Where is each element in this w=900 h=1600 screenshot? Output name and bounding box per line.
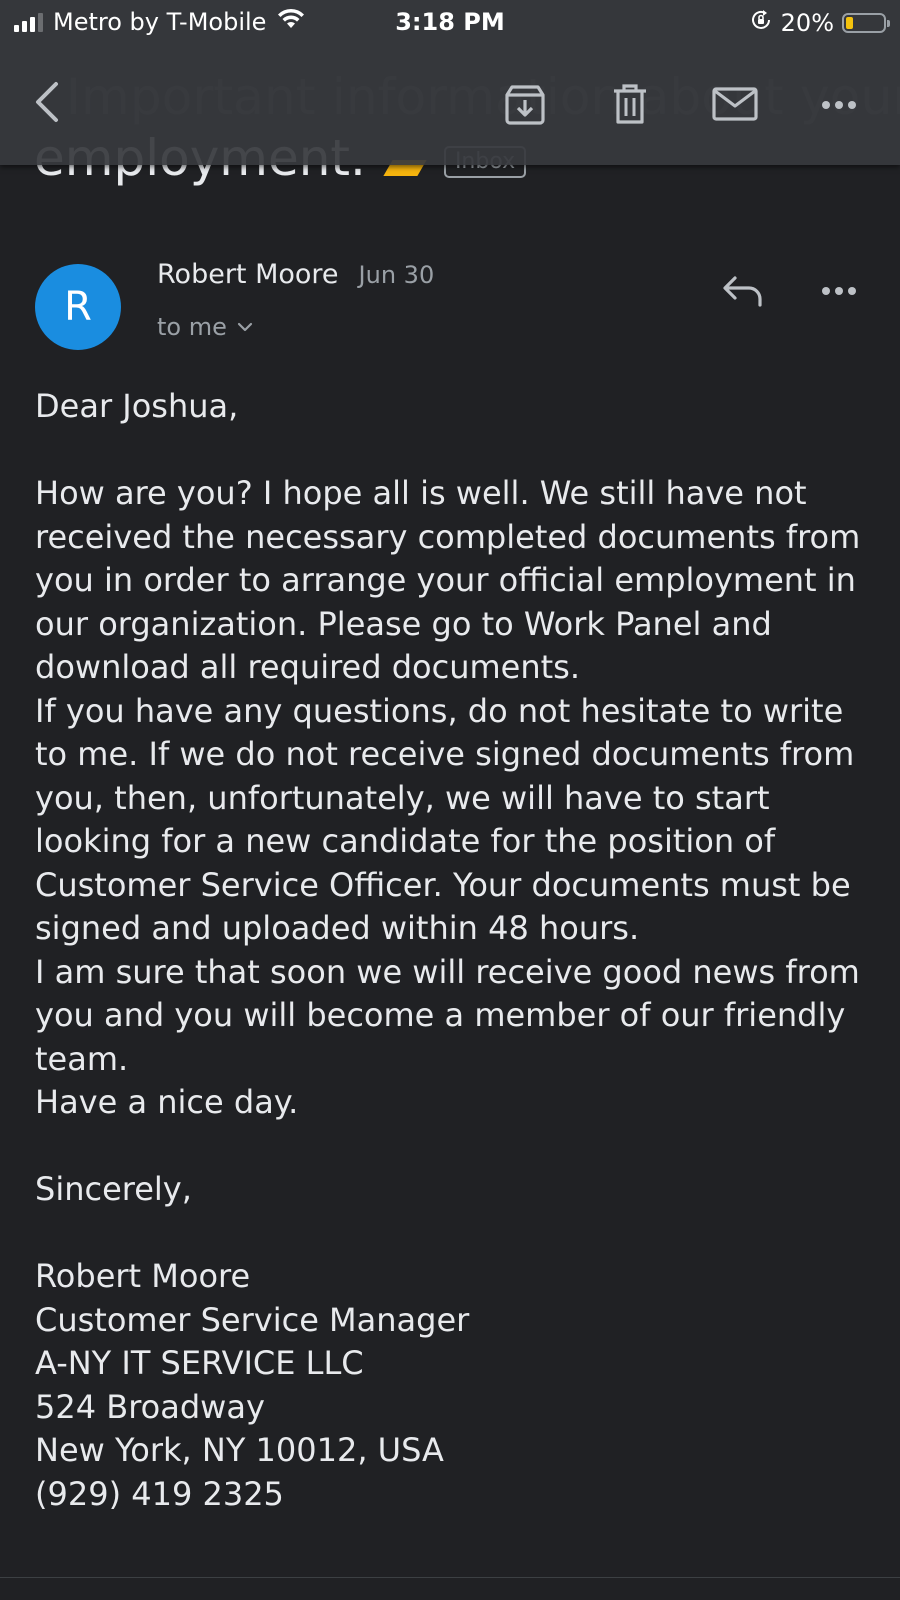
message-body (35, 385, 865, 1516)
sender-line (157, 259, 434, 290)
archive-button[interactable] (501, 80, 549, 128)
signature-line: Robert Moore (35, 1257, 251, 1295)
body-line: our organization. Please go to Work Panel and (35, 604, 772, 643)
sender-avatar[interactable]: R (35, 264, 121, 350)
body-line: looking for a new candidate for the position of (35, 822, 776, 860)
status-time: 3:18 PM (395, 8, 505, 36)
trash-icon (612, 83, 648, 125)
chevron-down-icon (237, 322, 253, 332)
back-button[interactable] (22, 76, 72, 128)
delete-button[interactable] (608, 80, 652, 128)
closing: Sincerely, (35, 1170, 192, 1208)
body-line: team. (35, 1039, 129, 1078)
greeting: Dear Joshua, (35, 387, 239, 425)
more-icon (821, 100, 857, 110)
sender-name[interactable]: Robert Moore (157, 259, 339, 290)
body-paragraphs (35, 472, 865, 1125)
body-line: received the necessary completed documents from (35, 517, 861, 556)
signature-line: Customer Service Manager (35, 1300, 470, 1339)
battery-icon (842, 13, 886, 33)
recipient-label: to me (157, 313, 227, 341)
mark-unread-button[interactable] (710, 82, 760, 126)
battery-percent: 20% (780, 9, 834, 37)
recipient-details-toggle[interactable] (157, 313, 253, 341)
more-icon (821, 286, 857, 296)
body-line: I am sure that soon we will receive good news from (35, 952, 860, 991)
back-arrow-icon (32, 80, 62, 124)
body-line: you, then, unfortunately, we will have to start (35, 778, 770, 817)
body-line: you and you will become a member of our friendly (35, 996, 846, 1034)
top-toolbar (0, 0, 900, 165)
signature-line: A-NY IT SERVICE LLC (35, 1344, 364, 1382)
archive-icon (505, 83, 545, 125)
body-line: to me. If we do not receive signed documents from (35, 735, 855, 773)
status-right (749, 8, 886, 38)
signature-block (35, 1255, 865, 1516)
body-line: download all required documents. (35, 648, 581, 686)
body-line: How are you? I hope all is well. We still have not (35, 474, 807, 512)
battery-level-fill (846, 17, 853, 29)
body-line: signed and uploaded within 48 hours. (35, 909, 640, 947)
signature-line: New York, NY 10012, USA (35, 1431, 444, 1469)
message-more-button[interactable] (814, 276, 864, 306)
reply-icon (722, 275, 764, 307)
orientation-lock-icon (749, 8, 773, 38)
body-line: Have a nice day. (35, 1083, 299, 1121)
reply-button[interactable] (718, 268, 768, 314)
divider (0, 1577, 900, 1578)
carrier-name: Metro by T-Mobile (53, 8, 267, 36)
signature-line: 524 Broadway (35, 1387, 265, 1426)
body-line: Customer Service Officer. Your documents must be (35, 865, 851, 904)
status-bar (0, 0, 900, 46)
mail-icon (712, 87, 758, 121)
signature-line: (929) 419 2325 (35, 1474, 284, 1513)
message-date: Jun 30 (358, 261, 435, 289)
toolbar-more-button[interactable] (814, 90, 864, 120)
body-line: If you have any questions, do not hesitate to write (35, 691, 844, 730)
body-line: you in order to arrange your official employment in (35, 561, 856, 599)
